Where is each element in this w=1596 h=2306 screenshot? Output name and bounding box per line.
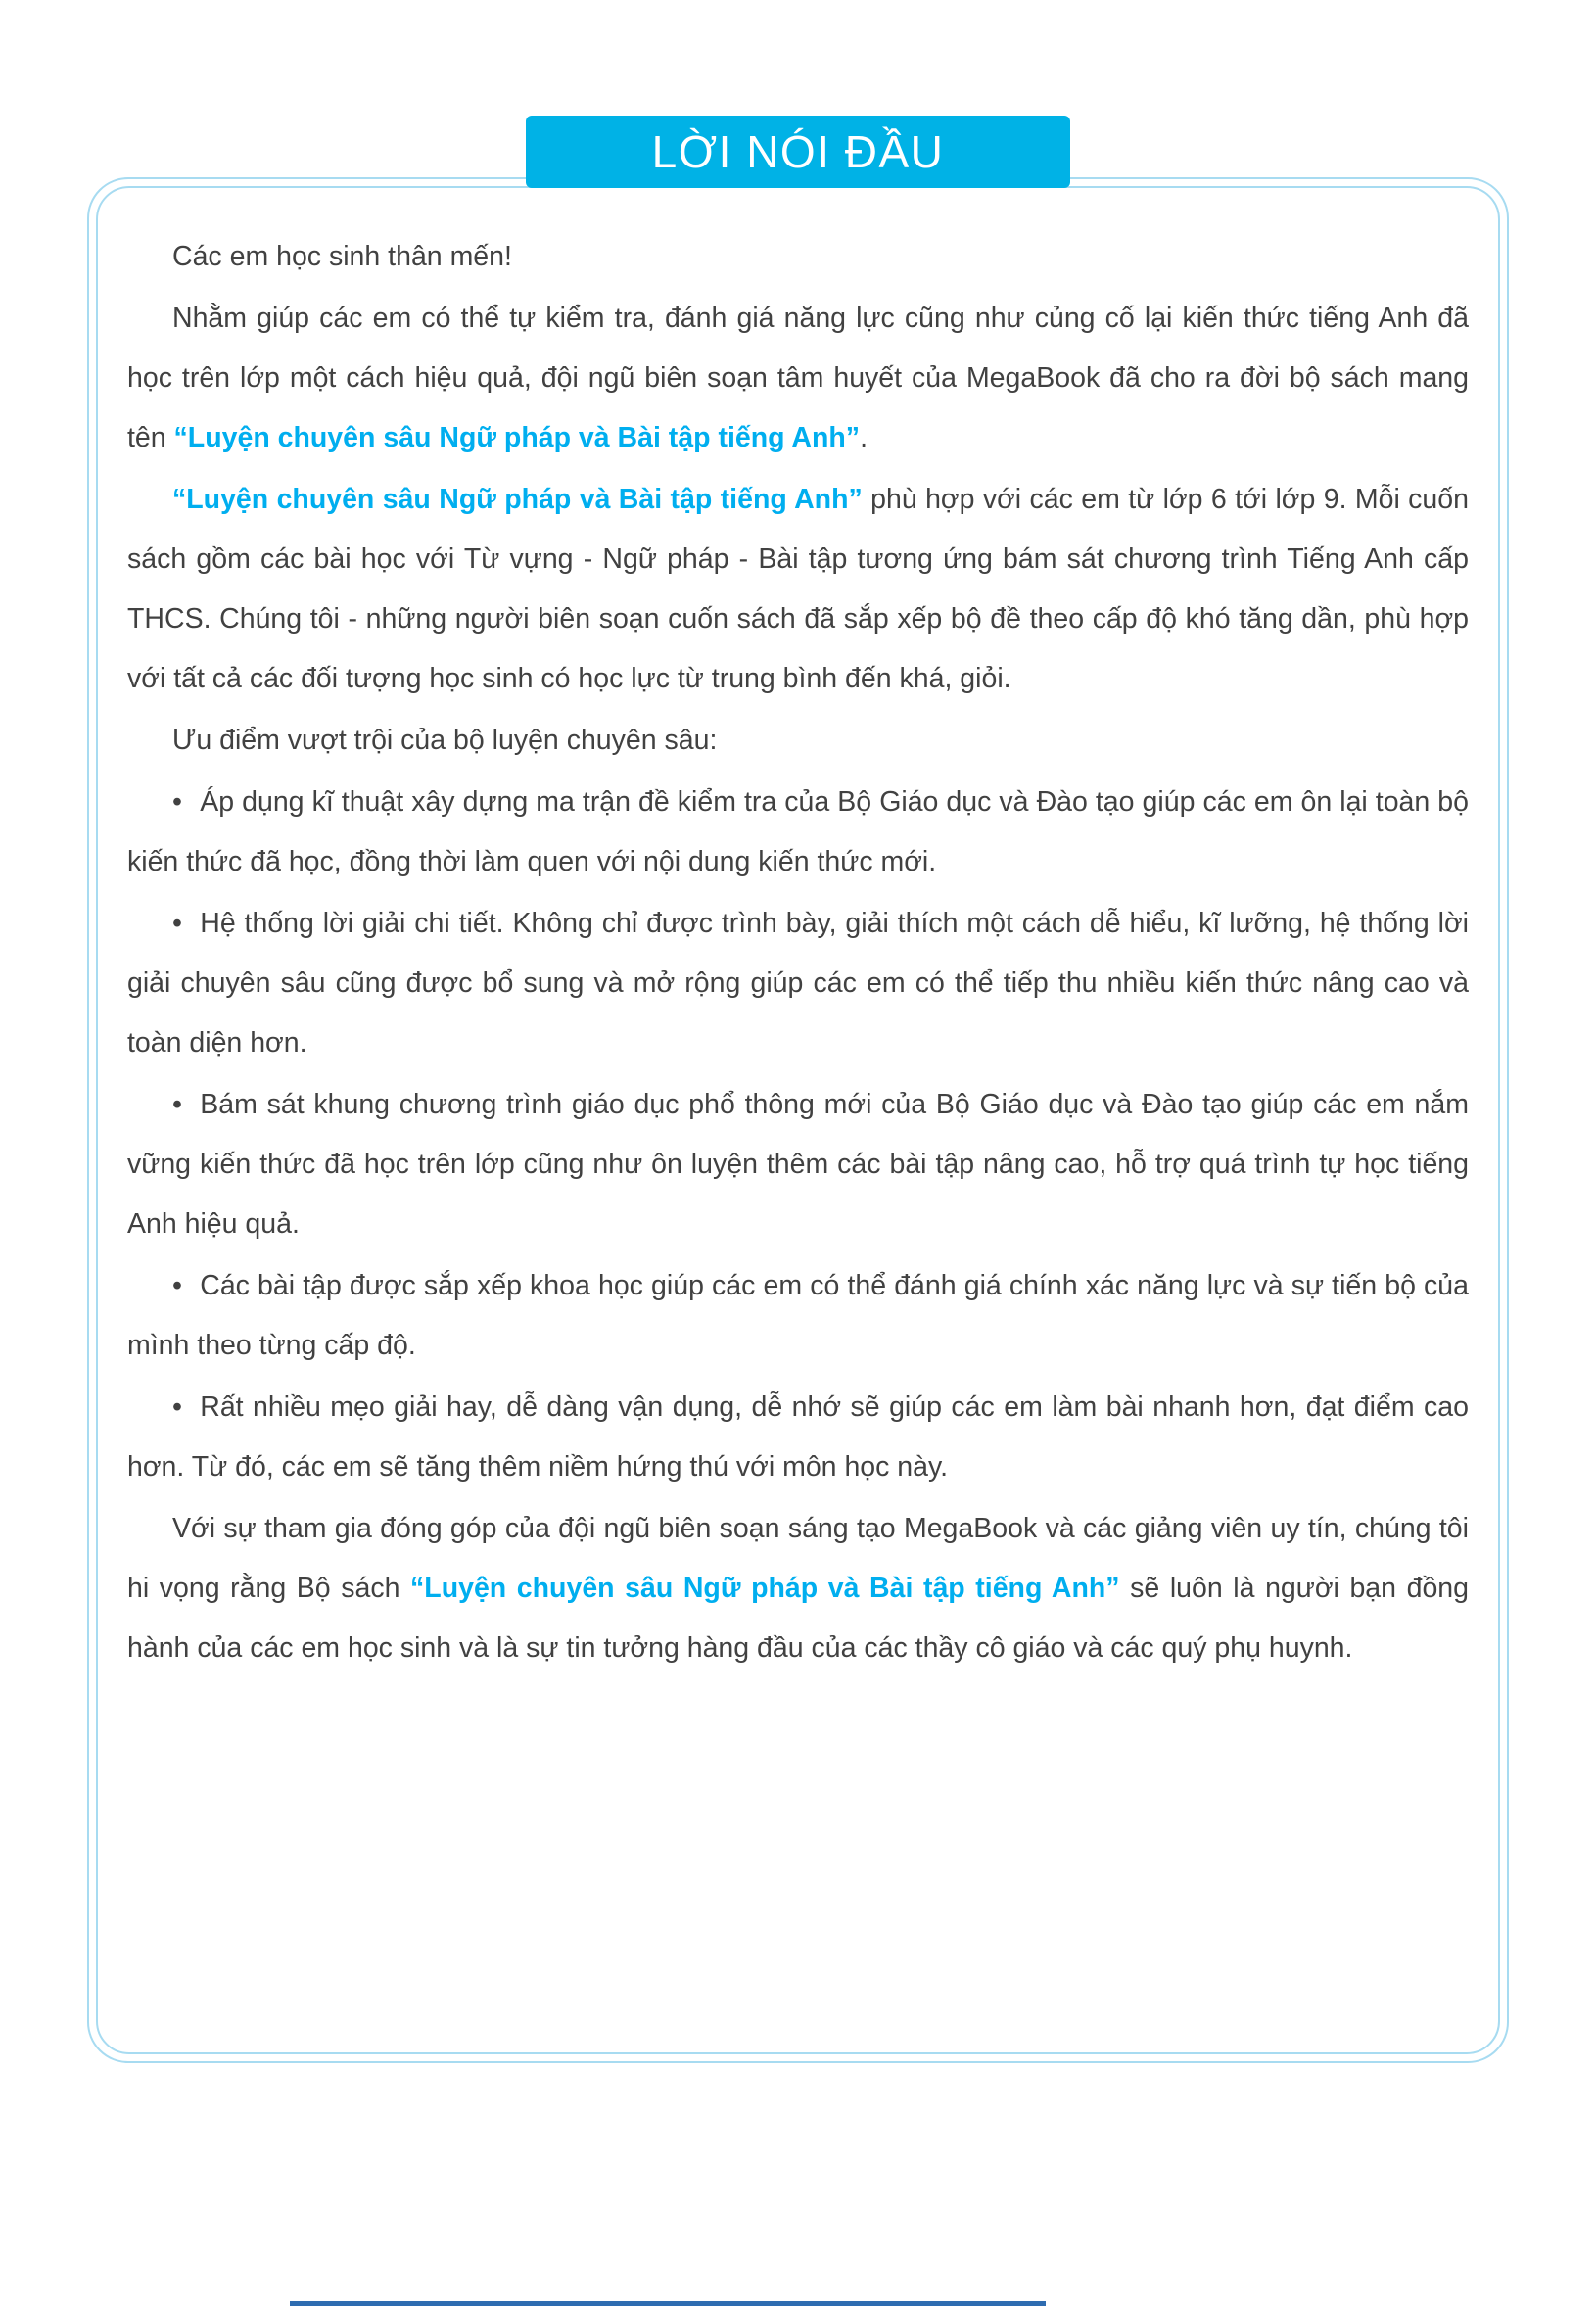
text-segment: Với sự tham gia đóng góp của đội ngũ biên soạn sáng tạo MegaBook và các giảng viên uy tín, chúng tôi hi vọng rằng Bộ sách [127, 1513, 1469, 1604]
text-segment: sẽ luôn là người bạn đồng hành của các em học sinh và là sự tin tưởng hàng đầu của các thầy cô giáo và các quý phụ huynh. [127, 1573, 1469, 1664]
text-segment: phù hợp với các em từ lớp 6 tới lớp 9. Mỗi cuốn sách gồm các bài học với Từ vựng - Ngữ pháp - Bài tập tương ứng bám sát chương trình Tiếng Anh cấp THCS. Chúng tôi - những người biên soạn cuốn sách đã sắp xếp bộ đề theo cấp độ khó tăng dần, phù hợp với tất cả các đối tượng học sinh có học lực từ trung bình đến khá, giỏi. [127, 484, 1469, 694]
highlighted-book-title: “Luyện chuyên sâu Ngữ pháp và Bài tập tiếng Anh” [172, 484, 863, 515]
bullet-marker: • [172, 1089, 201, 1120]
text-segment: Rất nhiều mẹo giải hay, dễ dàng vận dụng, dễ nhớ sẽ giúp các em làm bài nhanh hơn, đạt điểm cao hơn. Từ đó, các em sẽ tăng thêm niềm hứng thú với môn học này. [127, 1391, 1469, 1482]
text-segment: Các em học sinh thân mến! [172, 241, 512, 272]
preface-body [127, 227, 1469, 1678]
decorative-frame-inner [96, 186, 1500, 2054]
bullet-marker: • [172, 786, 201, 818]
highlighted-book-title: “Luyện chuyên sâu Ngữ pháp và Bài tập tiếng Anh” [173, 422, 861, 453]
bullet-marker: • [172, 1391, 201, 1423]
text-segment: . [860, 422, 868, 453]
paragraph [127, 711, 1469, 771]
paragraph [127, 1499, 1469, 1678]
decorative-frame-outer [87, 177, 1509, 2063]
page-title: LỜI NÓI ĐẦU [651, 126, 945, 177]
text-segment: Ưu điểm vượt trội của bộ luyện chuyên sâu: [172, 725, 718, 756]
text-segment: Bám sát khung chương trình giáo dục phổ thông mới của Bộ Giáo dục và Đào tạo giúp các em nắm vững kiến thức đã học trên lớp cũng như ôn luyện thêm các bài tập nâng cao, hỗ trợ quá trình tự học tiếng Anh hiệu quả. [127, 1089, 1469, 1240]
bullet-marker: • [172, 908, 201, 939]
title-banner [526, 116, 1070, 188]
paragraph [127, 470, 1469, 709]
bullet-paragraph [127, 1378, 1469, 1497]
bullet-marker: • [172, 1270, 201, 1301]
bullet-paragraph [127, 773, 1469, 892]
highlighted-book-title: “Luyện chuyên sâu Ngữ pháp và Bài tập tiếng Anh” [410, 1573, 1120, 1604]
text-segment: Các bài tập được sắp xếp khoa học giúp các em có thể đánh giá chính xác năng lực và sự tiến bộ của mình theo từng cấp độ. [127, 1270, 1469, 1361]
bottom-page-decoration [290, 2301, 1046, 2306]
text-segment: Hệ thống lời giải chi tiết. Không chỉ được trình bày, giải thích một cách dễ hiểu, kĩ lưỡng, hệ thống lời giải chuyên sâu cũng được bổ sung và mở rộng giúp các em có thể tiếp thu nhiều kiến thức nâng cao và toàn diện hơn. [127, 908, 1469, 1059]
text-segment: Áp dụng kĩ thuật xây dựng ma trận đề kiểm tra của Bộ Giáo dục và Đào tạo giúp các em ôn lại toàn bộ kiến thức đã học, đồng thời làm quen với nội dung kiến thức mới. [127, 786, 1469, 877]
bullet-paragraph [127, 894, 1469, 1073]
text-segment: Nhằm giúp các em có thể tự kiểm tra, đánh giá năng lực cũng như củng cố lại kiến thức tiếng Anh đã học trên lớp một cách hiệu quả, đội ngũ biên soạn tâm huyết của MegaBook đã cho ra đời bộ sách mang tên [127, 303, 1469, 453]
paragraph [127, 227, 1469, 287]
bullet-paragraph [127, 1075, 1469, 1254]
bullet-paragraph [127, 1256, 1469, 1376]
paragraph [127, 289, 1469, 468]
